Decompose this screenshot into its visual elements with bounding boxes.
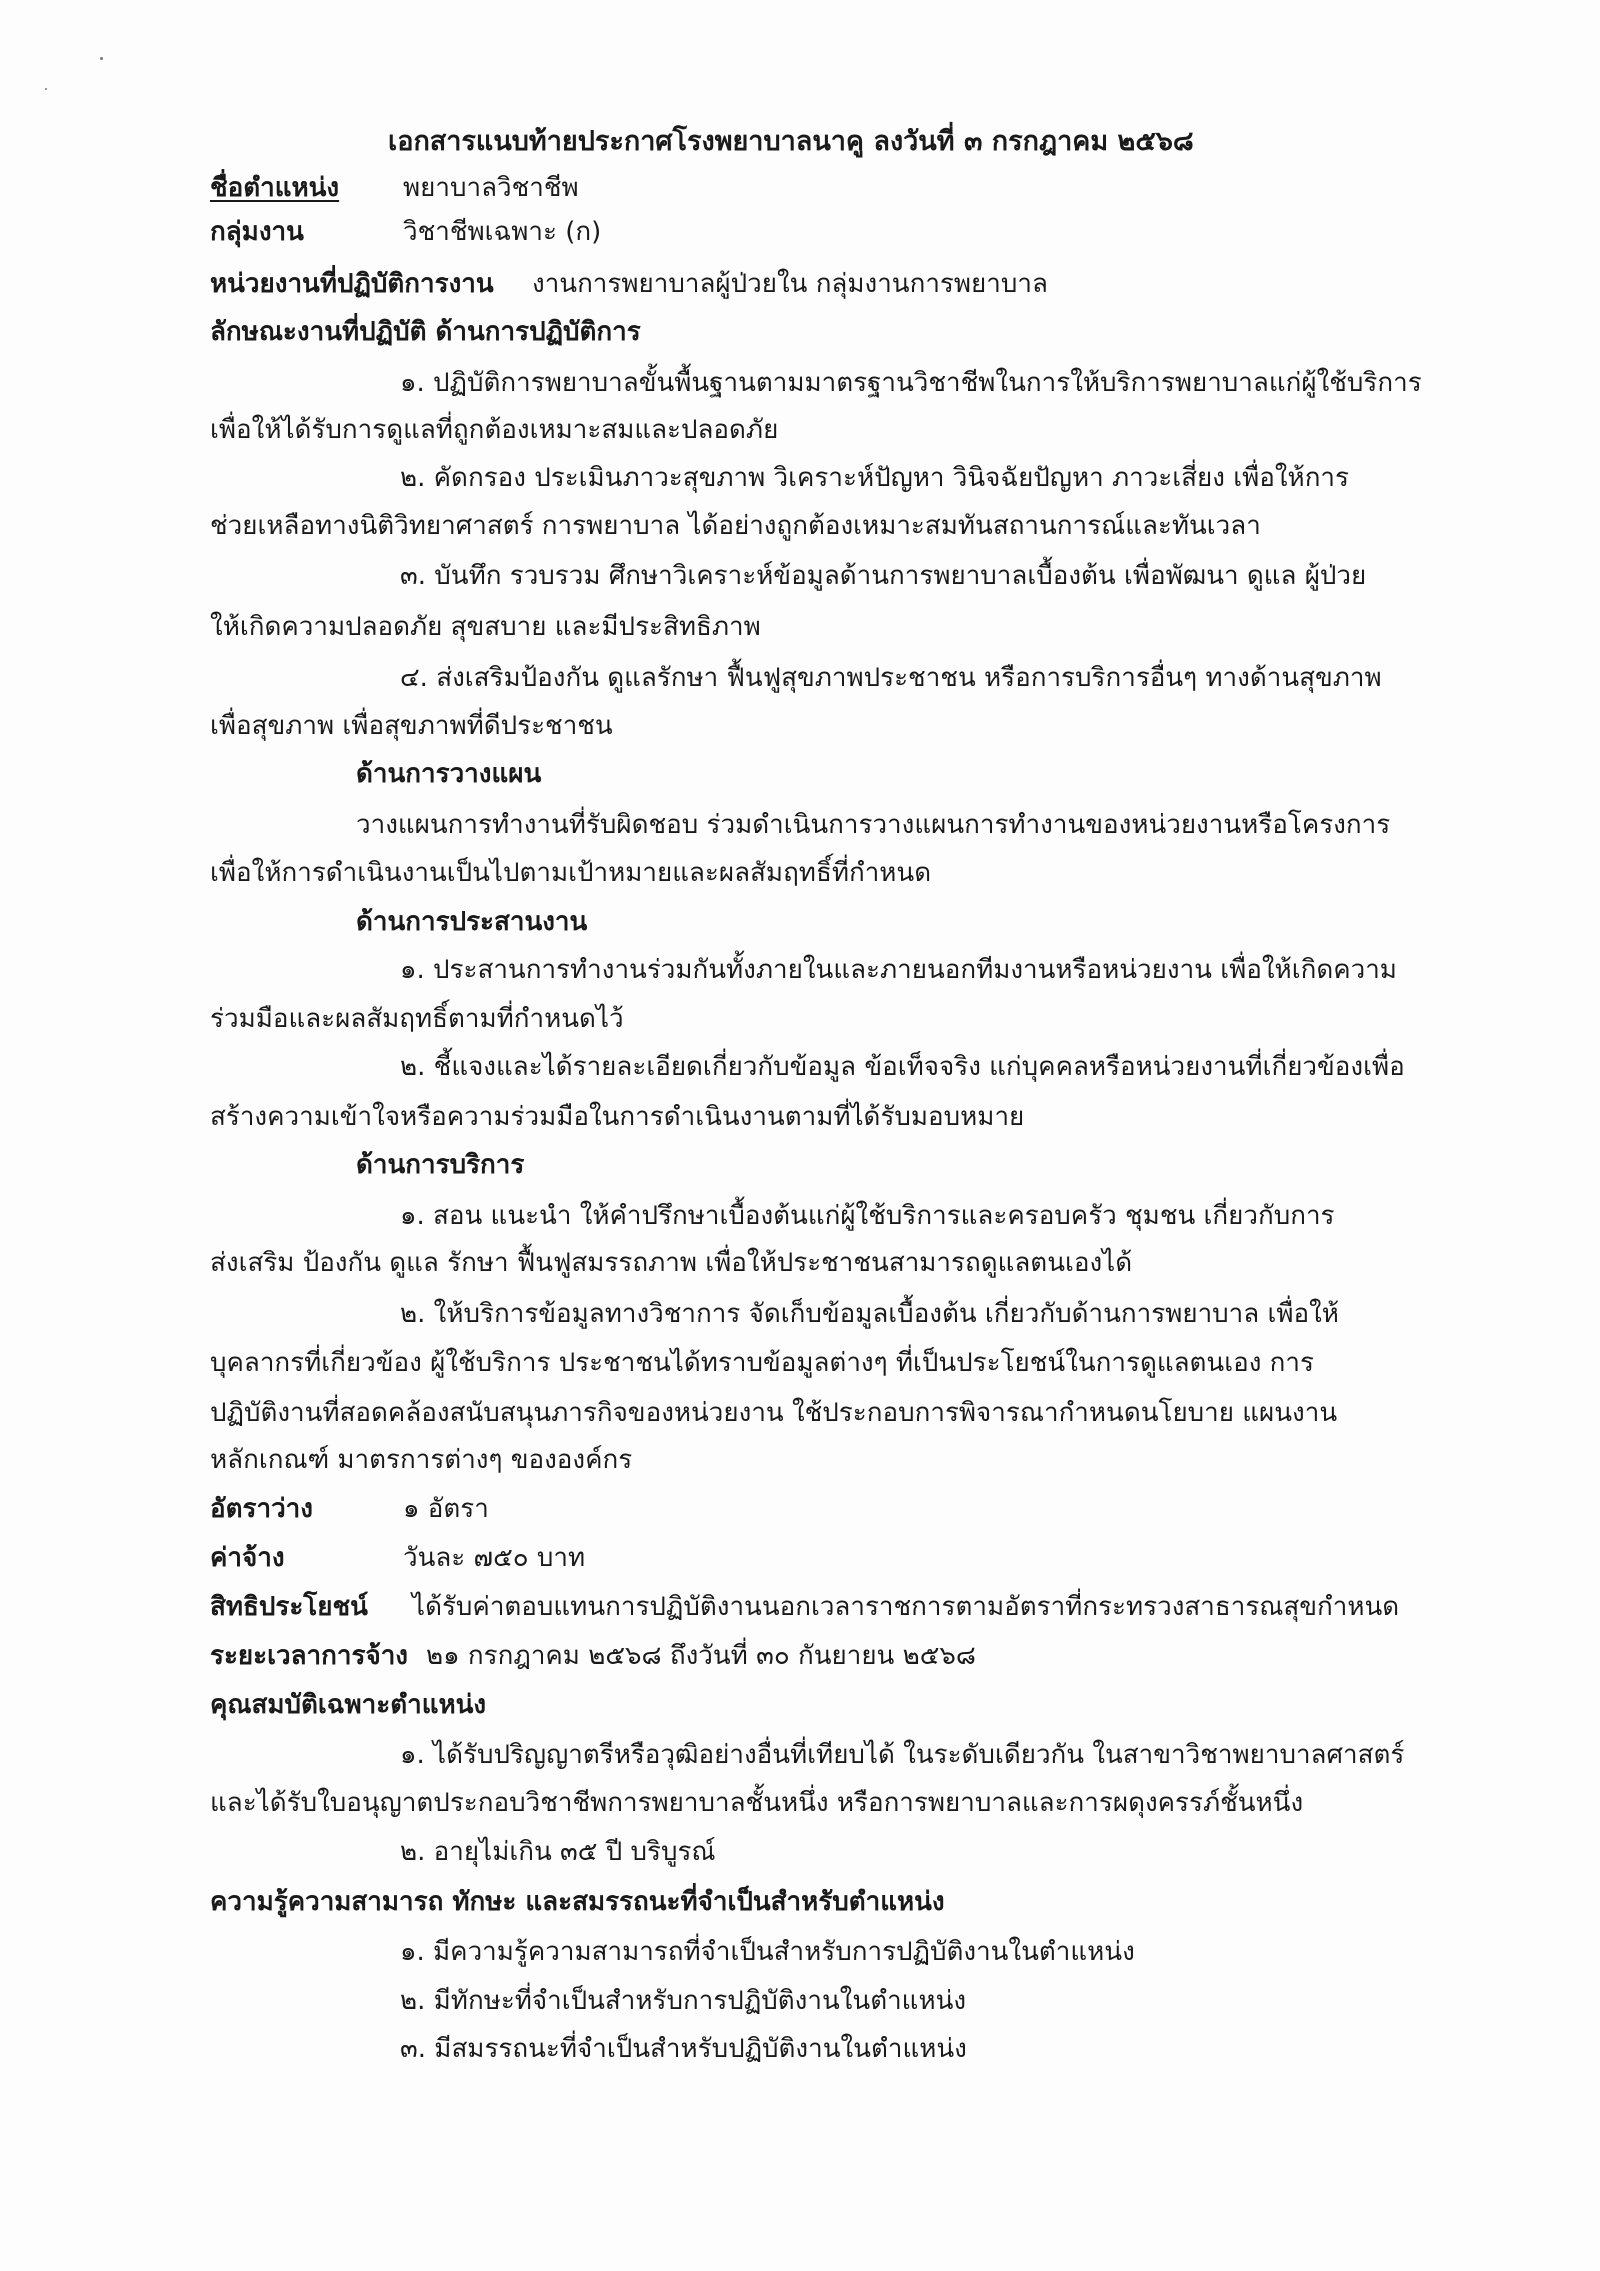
operation-item-2-line-2: ช่วยเหลือทางนิติวิทยาศาสตร์ การพยาบาล ได้อย่างถูกต้องเหมาะสมทันสถานการณ์และทันเวลา (210, 511, 1261, 541)
benefits-value: ได้รับค่าตอบแทนการปฏิบัติงานนอกเวลาราชการตามอัตราที่กระทรวงสาธารณสุขกำหนด (412, 1592, 1400, 1622)
qualification-item-2: ๒. อายุไม่เกิน ๓๕ ปี บริบูรณ์ (400, 1837, 716, 1867)
job-nature-heading: ลักษณะงานที่ปฏิบัติ ด้านการปฏิบัติการ (210, 317, 641, 347)
vacancy-label: อัตราว่าง (210, 1494, 313, 1524)
service-item-2-line-2: บุคลากรที่เกี่ยวข้อง ผู้ใช้บริการ ประชาชนได้ทราบข้อมูลต่างๆ ที่เป็นประโยชน์ในการดูแลตนเอง การ (210, 1348, 1314, 1378)
service-item-2-line-1: ๒. ให้บริการข้อมูลทางวิชาการ จัดเก็บข้อมูลเบื้องต้น เกี่ยวกับด้านการพยาบาล เพื่อให้ (400, 1299, 1339, 1329)
operation-item-4-line-2: เพื่อสุขภาพ เพื่อสุขภาพที่ดีประชาชน (210, 711, 613, 741)
planning-line-2: เพื่อให้การดำเนินงานเป็นไปตามเป้าหมายและผลสัมฤทธิ์ที่กำหนด (210, 858, 932, 888)
planning-line-1: วางแผนการทำงานที่รับผิดชอบ ร่วมดำเนินการวางแผนการทำงานของหน่วยงานหรือโครงการ (356, 810, 1391, 840)
competency-item-3: ๓. มีสมรรถนะที่จำเป็นสำหรับปฏิบัติงานในตำแหน่ง (400, 2034, 967, 2064)
operation-item-4-line-1: ๔. ส่งเสริมป้องกัน ดูแลรักษา ฟื้นฟูสุขภาพประชาชน หรือการบริการอื่นๆ ทางด้านสุขภาพ (400, 663, 1382, 693)
operation-item-3-line-1: ๓. บันทึก รวบรวม ศึกษาวิเคราะห์ข้อมูลด้านการพยาบาลเบื้องต้น เพื่อพัฒนา ดูแล ผู้ป่วย (400, 561, 1367, 591)
operation-item-1-line-1: ๑. ปฏิบัติการพยาบาลขั้นพื้นฐานตามมาตรฐานวิชาชีพในการให้บริการพยาบาลแก่ผู้ใช้บริการ (400, 368, 1422, 398)
coordination-item-2-line-1: ๒. ชี้แจงและได้รายละเอียดเกี่ยวกับข้อมูล ข้อเท็จจริง แก่บุคคลหรือหน่วยงานที่เกี่ยวข้องเพื่อ (400, 1052, 1405, 1082)
competencies-heading: ความรู้ความสามารถ ทักษะ และสมรรถนะที่จำเป็นสำหรับตำแหน่ง (210, 1887, 945, 1917)
service-heading: ด้านการบริการ (356, 1150, 525, 1180)
service-item-2-line-4: หลักเกณฑ์ มาตรการต่างๆ ขององค์กร (210, 1445, 633, 1475)
coordination-item-2-line-2: สร้างความเข้าใจหรือความร่วมมือในการดำเนินงานตามที่ได้รับมอบหมาย (210, 1102, 1025, 1132)
wage-value: วันละ ๗๕๐ บาท (403, 1543, 586, 1573)
position-name-value: พยาบาลวิชาชีพ (403, 173, 579, 203)
planning-heading: ด้านการวางแผน (356, 759, 542, 789)
service-item-1-line-2: ส่งเสริม ป้องกัน ดูแล รักษา ฟื้นฟูสมรรถภาพ เพื่อให้ประชาชนสามารถดูแลตนเองได้ (210, 1248, 1133, 1278)
coordination-item-1-line-2: ร่วมมือและผลสัมฤทธิ์ตามที่กำหนดไว้ (210, 1004, 624, 1034)
work-group-value: วิชาชีพเฉพาะ (ก) (403, 217, 602, 247)
qualification-item-1-line-1: ๑. ได้รับปริญญาตรีหรือวุฒิอย่างอื่นที่เทียบได้ ในระดับเดียวกัน ในสาขาวิชาพยาบาลศาสตร์ (400, 1740, 1405, 1770)
coordination-item-1-line-1: ๑. ประสานการทำงานร่วมกันทั้งภายในและภายนอกทีมงานหรือหน่วยงาน เพื่อให้เกิดความ (400, 955, 1397, 985)
scan-speck (100, 57, 103, 60)
operation-item-2-line-1: ๒. คัดกรอง ประเมินภาวะสุขภาพ วิเคราะห์ปัญหา วินิจฉัยปัญหา ภาวะเสี่ยง เพื่อให้การ (400, 463, 1349, 493)
employment-period-value: ๒๑ กรกฎาคม ๒๕๖๘ ถึงวันที่ ๓๐ กันยายน ๒๕๖๘ (426, 1641, 976, 1671)
competency-item-1: ๑. มีความรู้ความสามารถที่จำเป็นสำหรับการปฏิบัติงานในตำแหน่ง (400, 1937, 1135, 1967)
benefits-label: สิทธิประโยชน์ (210, 1592, 368, 1622)
qualification-item-1-line-2: และได้รับใบอนุญาตประกอบวิชาชีพการพยาบาลชั้นหนึ่ง หรือการพยาบาลและการผดุงครรภ์ชั้นหนึ่ง (210, 1788, 1304, 1818)
competency-item-2: ๒. มีทักษะที่จำเป็นสำหรับการปฏิบัติงานในตำแหน่ง (400, 1986, 967, 2016)
vacancy-value: ๑ อัตรา (403, 1494, 489, 1524)
document-title: เอกสารแนบท้ายประกาศโรงพยาบาลนาคู ลงวันที่ ๓ กรกฎาคม ๒๕๖๘ (388, 126, 1194, 157)
position-name-label: ชื่อตำแหน่ง (210, 173, 340, 203)
service-item-1-line-1: ๑. สอน แนะนำ ให้คำปรึกษาเบื้องต้นแก่ผู้ใช้บริการและครอบครัว ชุมชน เกี่ยวกับการ (400, 1201, 1335, 1231)
service-item-2-line-3: ปฏิบัติงานที่สอดคล้องสนับสนุนภารกิจของหน่วยงาน ใช้ประกอบการพิจารณากำหนดนโยบาย แผนงาน (210, 1398, 1338, 1428)
work-unit-value: งานการพยาบาลผู้ป่วยใน กลุ่มงานการพยาบาล (532, 269, 1048, 299)
wage-label: ค่าจ้าง (210, 1543, 285, 1573)
work-group-label: กลุ่มงาน (210, 217, 304, 247)
operation-item-1-line-2: เพื่อให้ได้รับการดูแลที่ถูกต้องเหมาะสมและปลอดภัย (210, 415, 779, 445)
qualifications-heading: คุณสมบัติเฉพาะตำแหน่ง (210, 1690, 487, 1720)
scan-speck (45, 88, 47, 90)
operation-item-3-line-2: ให้เกิดความปลอดภัย สุขสบาย และมีประสิทธิภาพ (210, 612, 761, 642)
coordination-heading: ด้านการประสานงาน (356, 907, 588, 937)
work-unit-label: หน่วยงานที่ปฏิบัติการงาน (210, 269, 494, 299)
employment-period-label: ระยะเวลาการจ้าง (210, 1641, 408, 1671)
